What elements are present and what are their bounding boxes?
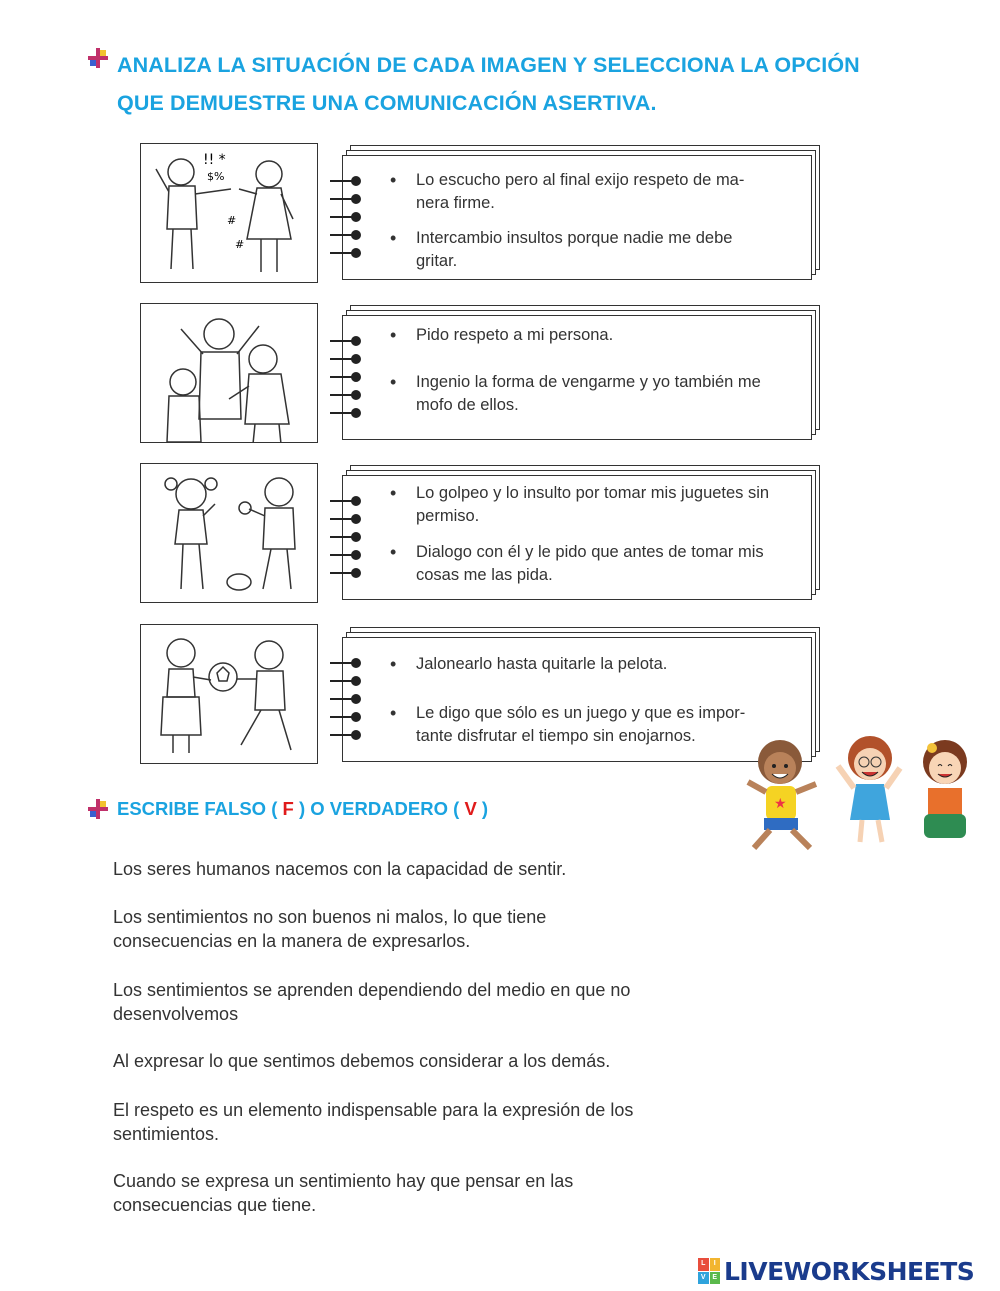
option-2b[interactable]: • Ingenio la forma de vengarme y yo también me mofo de ellos. <box>390 371 770 417</box>
option-4b[interactable]: • Le digo que sólo es un juego y que es impor- tante disfrutar el tiempo sin enojarnos. <box>390 702 770 748</box>
spiral-rings-icon <box>322 647 362 757</box>
toy-conflict-illustration <box>141 464 318 603</box>
options-card-1 <box>322 145 822 285</box>
spiral-rings-icon <box>322 485 362 595</box>
option-3a[interactable]: • Lo golpeo y lo insulto por tomar mis juguetes sin permiso. <box>390 482 770 528</box>
scene-image-2 <box>140 303 318 443</box>
section-bullet-icon <box>88 799 108 819</box>
liveworksheets-logo[interactable] <box>698 1256 974 1286</box>
spiral-rings-icon <box>322 325 362 435</box>
scene-image-3 <box>140 463 318 603</box>
page-title <box>117 46 937 122</box>
ball-dispute-illustration <box>141 625 318 764</box>
section-bullet-icon <box>88 48 108 68</box>
title-line-1: ANALIZA LA SITUACIÓN DE CADA IMAGEN Y SELECCIONA LA OPCIÓN <box>117 53 860 77</box>
option-2a[interactable]: • Pido respeto a mi persona. <box>390 324 770 347</box>
option-1a[interactable]: • Lo escucho pero al final exijo respeto de ma- nera firme. <box>390 169 770 215</box>
statement-6: Cuando se expresa un sentimiento hay que pensar en las consecuencias que tiene. <box>113 1171 574 1215</box>
title-line-2: QUE DEMUESTRE UNA COMUNICACIÓN ASERTIVA. <box>117 91 657 115</box>
statement-3: Los sentimientos se aprenden dependiendo del medio en que no desenvolvemos <box>113 980 631 1024</box>
svg-text:★: ★ <box>774 795 787 811</box>
heading-prefix: ESCRIBE FALSO ( <box>117 798 283 819</box>
spiral-rings-icon <box>322 165 362 275</box>
statement-2: Los sentimientos no son buenos ni malos, lo que tiene consecuencias en la manera de expresarlos. <box>113 907 547 951</box>
statement-4: Al expresar lo que sentimos debemos considerar a los demás. <box>113 1051 611 1071</box>
arguing-kids-illustration <box>141 144 318 283</box>
logo-mark-l: L <box>698 1258 709 1271</box>
heading-middle: ) O VERDADERO ( <box>293 798 465 819</box>
options-card-3 <box>322 465 822 605</box>
false-letter: F <box>282 798 294 819</box>
true-letter: V <box>464 798 477 819</box>
option-3b[interactable]: • Dialogo con él y le pido que antes de tomar mis cosas me las pida. <box>390 541 770 587</box>
option-1b[interactable]: • Intercambio insultos porque nadie me debe gritar. <box>390 227 770 273</box>
statement-1: Los seres humanos nacemos con la capacidad de sentir. <box>113 859 567 879</box>
option-4a[interactable]: • Jalonearlo hasta quitarle la pelota. <box>390 653 770 676</box>
happy-kids-illustration <box>740 722 990 862</box>
logo-mark-v: V <box>698 1272 709 1285</box>
bullying-kids-illustration <box>141 304 318 443</box>
svg-text:$%: $% <box>207 170 225 183</box>
scene-image-4 <box>140 624 318 764</box>
logo-mark-e: E <box>710 1272 721 1285</box>
heading-suffix: ) <box>476 798 489 819</box>
svg-text:!! *: !! * <box>203 152 226 168</box>
svg-text:#: # <box>227 214 237 227</box>
statement-5: El respeto es un elemento indispensable para la expresión de los sentimientos. <box>113 1100 634 1144</box>
logo-mark-icon <box>698 1258 720 1284</box>
logo-text: LIVEWORKSHEETS <box>724 1256 975 1286</box>
logo-mark-i: I <box>710 1258 721 1271</box>
section-2-heading <box>117 798 488 820</box>
options-card-2 <box>322 305 822 445</box>
scene-image-1 <box>140 143 318 283</box>
svg-text:#: # <box>235 238 245 251</box>
